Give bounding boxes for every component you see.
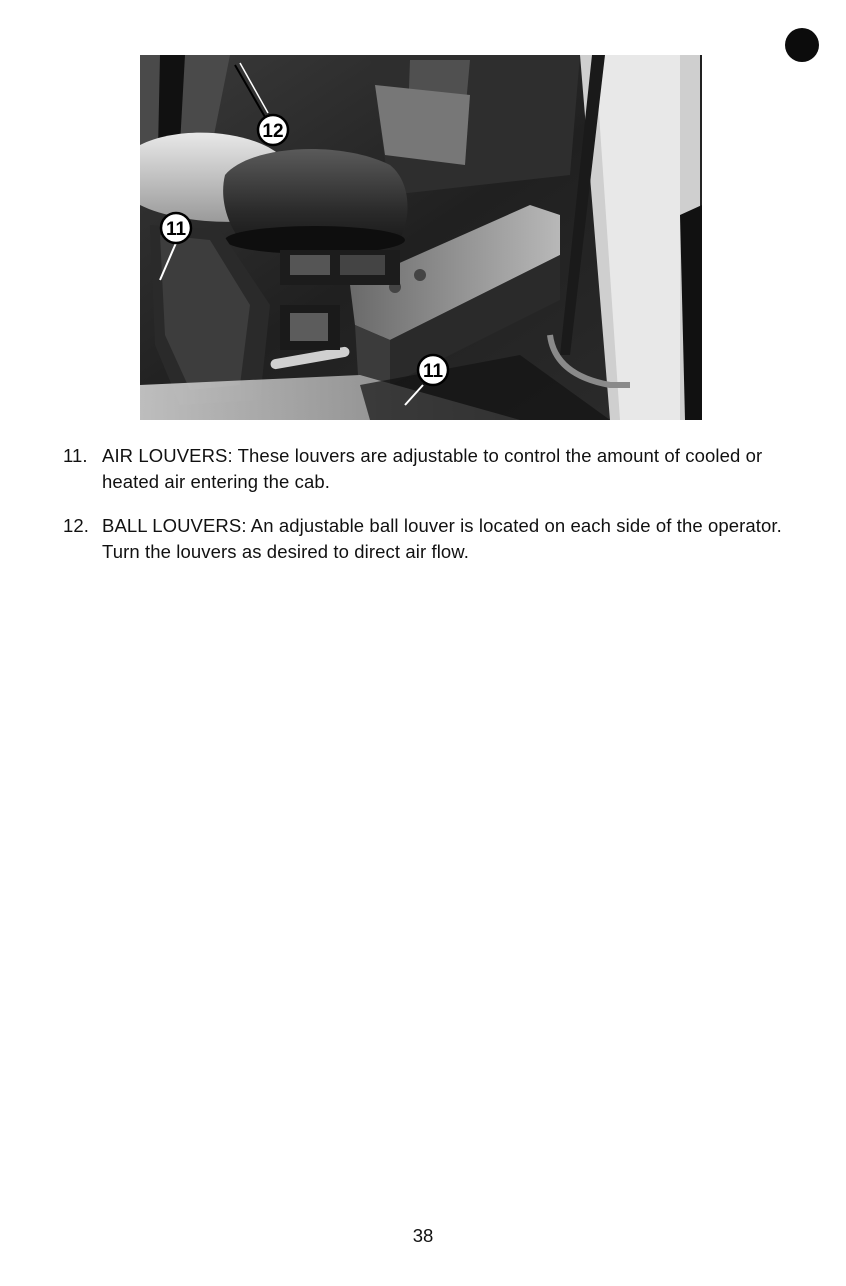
page-number: 38 [412,1225,434,1246]
callout-label: 12 [262,121,284,142]
list-item [63,443,783,495]
item-text: AIR LOUVERS: These louvers are adjustable to control the amount of cooled or heated air entering the cab. [102,445,763,492]
callout-11-bottom-badge [418,355,448,385]
item-text: BALL LOUVERS: An adjustable ball louver is located on each side of the operator. Turn the louvers as desired to direct air flow. [102,515,782,562]
callout-label: 11 [165,219,187,240]
list-item [63,513,783,565]
callout-12-badge [258,115,288,145]
corner-registration-mark [785,28,819,62]
callout-label: 11 [422,361,444,382]
cab-interior-photo [140,55,702,420]
item-number: 11. [63,445,88,466]
callout-11-left-badge [161,213,191,243]
item-number: 12. [63,515,90,536]
